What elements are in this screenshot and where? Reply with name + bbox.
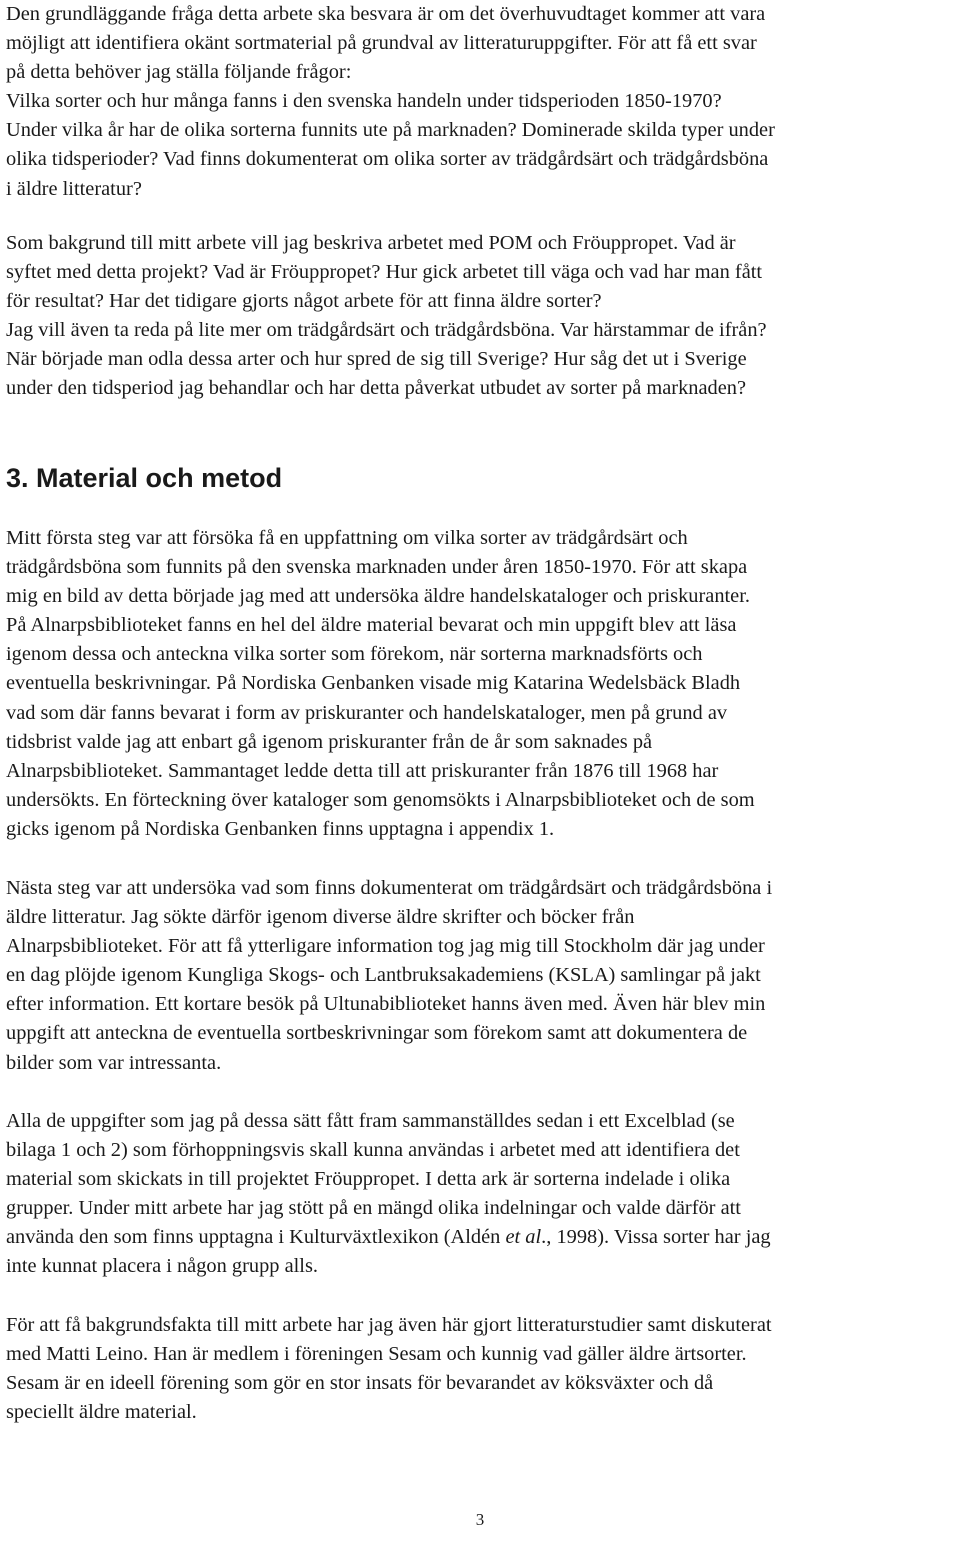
text-line [6, 1223, 771, 1252]
text-line: äldre litteratur. Jag sökte därför igenom diverse äldre skrifter och böcker från [6, 906, 635, 929]
text-line: inte kunnat placera i någon grupp alls. [6, 1255, 318, 1278]
text-line: grupper. Under mitt arbete har jag stött på en mängd olika indelningar och valde därför att [6, 1197, 741, 1220]
page-number: 3 [475, 1510, 485, 1529]
text-line: Alnarpsbiblioteket. Sammantaget ledde detta till att priskuranter från 1876 till 1968 har [6, 759, 719, 782]
intro-paragraph [6, 0, 775, 204]
text-line: Jag vill även ta reda på lite mer om trädgårdsärt och trädgårdsböna. Var härstammar de ifrån? [6, 319, 767, 342]
text-segment: ., 1998). Vissa sorter har jag [541, 1226, 771, 1249]
text-line: Sesam är en ideell förening som gör en stor insats för bevarandet av köksväxter och då [6, 1372, 714, 1395]
method-paragraph-1 [6, 524, 755, 844]
text-line: under den tidsperiod jag behandlar och har detta påverkat utbudet av sorter på marknaden? [6, 377, 746, 400]
text-line: Mitt första steg var att försöka få en uppfattning om vilka sorter av trädgårdsärt och [6, 527, 688, 549]
text-line: trädgårdsböna som funnits på den svenska marknaden under åren 1850-1970. För att skapa [6, 556, 748, 579]
text-line: mig en bild av detta började jag med att undersöka äldre handelskataloger och priskuranter. [6, 585, 750, 608]
text-line: med Matti Leino. Han är medlem i föreningen Sesam och kunnig vad gäller äldre ärtsorter. [6, 1343, 747, 1366]
text-line: igenom dessa och anteckna vilka sorter som förekom, när sorterna marknadsförts och [6, 643, 703, 666]
text-line: På Alnarpsbiblioteket fanns en hel del äldre material bevarat och min uppgift blev att läsa [6, 614, 737, 637]
italic-citation: et al [505, 1226, 542, 1249]
method-paragraph-4 [6, 1311, 772, 1427]
text-line: Alla de uppgifter som jag på dessa sätt fått fram sammanställdes sedan i ett Excelblad (se [6, 1110, 735, 1132]
text-line: möjligt att identifiera okänt sortmaterial på grundval av litteraturuppgifter. För att få ett svar [6, 32, 757, 55]
text-line: Den grundläggande fråga detta arbete ska besvara är om det överhuvudtaget kommer att vara [6, 3, 766, 25]
text-line: undersökts. En förteckning över kataloger som genomsökts i Alnarpsbiblioteket och de som [6, 788, 755, 811]
text-line: Alnarpsbiblioteket. För att få ytterligare information tog jag mig till Stockholm där jag under [6, 935, 765, 958]
text-line: olika tidsperioder? Vad finns dokumenterat om olika sorter av trädgårdsärt och trädgårdsböna [6, 148, 769, 171]
text-line: speciellt äldre material. [6, 1401, 197, 1424]
text-line: vad som där fanns bevarat i form av priskuranter och handelskataloger, men på grund av [6, 701, 728, 724]
text-line: gicks igenom på Nordiska Genbanken finns upptagna i appendix 1. [6, 817, 555, 840]
method-paragraph-3 [6, 1107, 771, 1282]
background-paragraph [6, 229, 767, 404]
text-line: syftet med detta projekt? Vad är Fröuppropet? Hur gick arbetet till väga och vad har man fått [6, 261, 763, 284]
text-line: Som bakgrund till mitt arbete vill jag beskriva arbetet med POM och Fröuppropet. Vad är [6, 232, 736, 254]
section-heading: 3. Material och metod [6, 463, 283, 493]
text-line: eventuella beskrivningar. På Nordiska Genbanken visade mig Katarina Wedelsbäck Bladh [6, 672, 741, 695]
text-line: Under vilka år har de olika sorterna funnits ute på marknaden? Dominerade skilda typer under [6, 119, 775, 142]
text-line: bilaga 1 och 2) som förhoppningsvis skall kunna användas i arbetet med att identifiera det [6, 1139, 740, 1162]
text-segment: använda den som finns upptagna i Kulturväxtlexikon (Aldén [6, 1226, 506, 1249]
text-line: en dag plöjde igenom Kungliga Skogs- och Lantbruksakademiens (KSLA) samlingar på jakt [6, 964, 761, 987]
text-line: för resultat? Har det tidigare gjorts något arbete för att finna äldre sorter? [6, 290, 602, 313]
text-line: bilder som var intressanta. [6, 1051, 222, 1074]
method-paragraph-2 [6, 874, 772, 1078]
text-line: i äldre litteratur? [6, 177, 142, 200]
text-line: på detta behöver jag ställa följande frågor: [6, 61, 352, 84]
text-line: För att få bakgrundsfakta till mitt arbete har jag även här gjort litteraturstudier samt diskuterat [6, 1314, 772, 1336]
text-line: efter information. Ett kortare besök på Ultunabiblioteket hanns även med. Även här blev min [6, 993, 766, 1016]
text-line: material som skickats in till projektet Fröuppropet. I detta ark är sorterna indelade i olika [6, 1168, 731, 1191]
text-line: Nästa steg var att undersöka vad som finns dokumenterat om trädgårdsärt och trädgårdsböna i [6, 877, 773, 899]
text-line: När började man odla dessa arter och hur spred de sig till Sverige? Hur såg det ut i Sverige [6, 348, 747, 371]
text-line: Vilka sorter och hur många fanns i den svenska handeln under tidsperioden 1850-1970? [6, 90, 722, 113]
text-line: tidsbrist valde jag att enbart gå igenom priskuranter från de år som saknades på [6, 730, 653, 753]
text-line: uppgift att anteckna de eventuella sortbeskrivningar som förekom samt att dokumentera de [6, 1022, 748, 1045]
